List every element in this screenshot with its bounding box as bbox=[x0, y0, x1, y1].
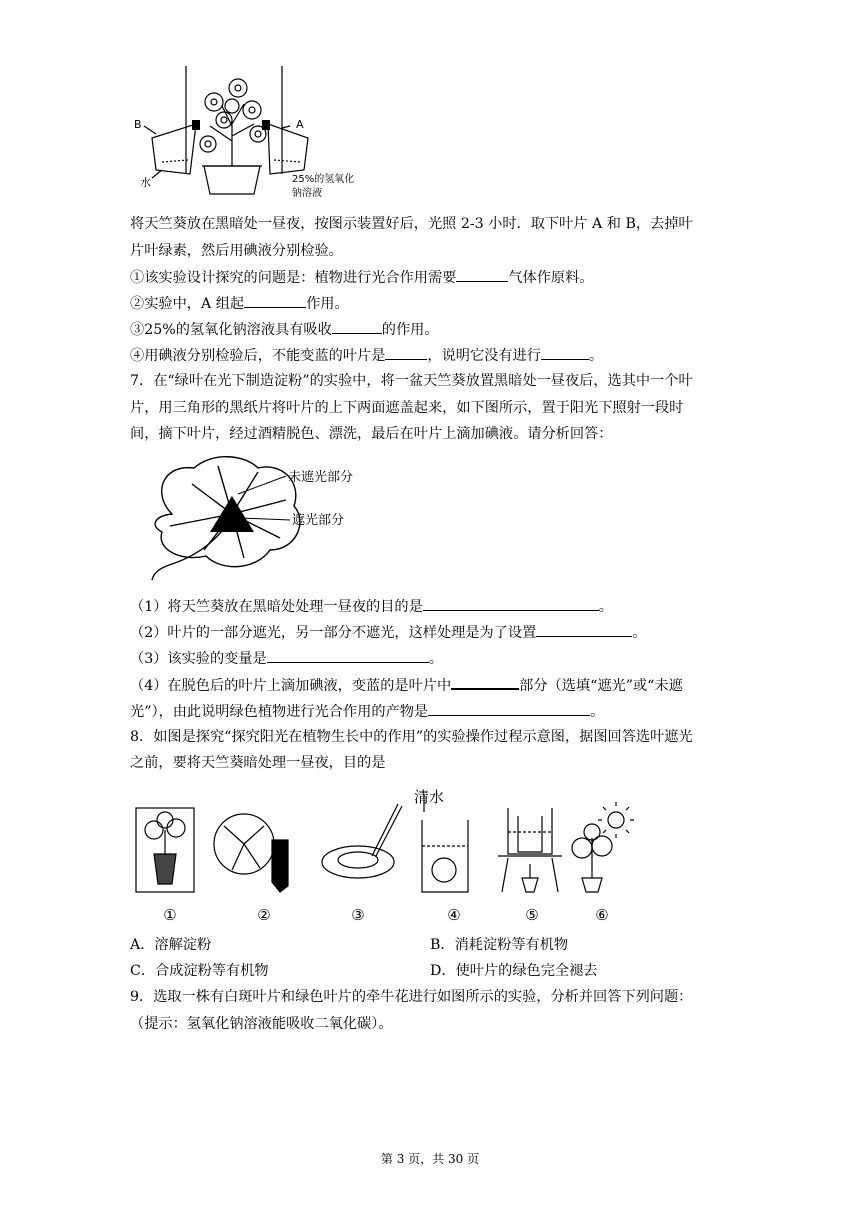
option-d[interactable]: D．使叶片的绿色完全褪去 bbox=[430, 963, 598, 979]
q9-intro-2: （提示：氢氧化钠溶液能吸收二氧化碳）。 bbox=[130, 1016, 393, 1032]
q7-part-1-text: （1）将天竺葵放在黑暗处处理一昼夜的目的是 bbox=[130, 599, 423, 615]
q7-part-2 bbox=[130, 622, 646, 643]
q6-item-4-text: ④用碘液分别检验后，不能变蓝的叶片是 bbox=[130, 348, 386, 364]
figure-apparatus bbox=[132, 66, 355, 202]
step-5-number: ⑤ bbox=[525, 906, 539, 924]
label-a: A bbox=[296, 118, 304, 131]
steps-drawing bbox=[132, 782, 642, 926]
q6-item-3-tail: 的作用。 bbox=[381, 322, 439, 338]
q7-part-1 bbox=[130, 596, 613, 617]
q6-item-2 bbox=[130, 293, 349, 314]
label-water: 水 bbox=[140, 176, 151, 189]
q7-part-4-cont-text: 光”），由此说明绿色植物进行光合作用的产物是 bbox=[130, 704, 429, 720]
step-3-number: ③ bbox=[351, 906, 365, 924]
label-naoh-1: 25%的氢氧化 bbox=[292, 174, 355, 185]
option-b[interactable]: B．消耗淀粉等有机物 bbox=[430, 937, 569, 953]
leaf-drawing bbox=[132, 454, 372, 584]
label-b: B bbox=[134, 118, 142, 131]
answer-blank[interactable] bbox=[332, 319, 382, 334]
q7-part-2-text: （2）叶片的一部分遮光，另一部分不遮光，这样处理是为了设置 bbox=[130, 625, 537, 641]
answer-blank[interactable] bbox=[244, 293, 306, 308]
step-6-number: ⑥ bbox=[595, 906, 609, 924]
answer-blank[interactable] bbox=[536, 622, 632, 637]
answer-blank[interactable] bbox=[456, 267, 508, 282]
q7-part-3 bbox=[130, 648, 443, 669]
q7-part-4-cont bbox=[130, 701, 604, 722]
q7-part-2-tail: 。 bbox=[632, 625, 647, 641]
step-2-number: ② bbox=[257, 906, 271, 924]
q6-item-3-text: ③25%的氢氧化钠溶液具有吸收 bbox=[130, 322, 332, 338]
q6-item-2-tail: 作用。 bbox=[306, 296, 349, 312]
q7-intro-2: 片，用三角形的黑纸片将叶片的上下两面遮盖起来，如下图所示，置于阳光下照射一段时 bbox=[130, 400, 684, 416]
figure-leaf bbox=[132, 454, 372, 584]
step-4-number: ④ bbox=[447, 906, 461, 924]
answer-blank[interactable] bbox=[451, 674, 519, 690]
q7-part-3-text: （3）该实验的变量是 bbox=[130, 651, 267, 667]
answer-blank[interactable] bbox=[385, 345, 427, 360]
q6-item-2-text: ②实验中，A 组起 bbox=[130, 296, 245, 312]
q6-intro-2: 片叶绿素，然后用碘液分别检验。 bbox=[130, 243, 343, 259]
q6-item-4-mid: ，说明它没有进行 bbox=[427, 348, 541, 364]
q6-intro-1: 将天竺葵放在黑暗处一昼夜，按图示装置好后，光照 2-3 小时．取下叶片 A 和 B，去掉叶 bbox=[130, 216, 693, 232]
q6-item-4 bbox=[130, 345, 603, 366]
q7-part-4-cont-tail: 。 bbox=[590, 704, 605, 720]
answer-blank[interactable] bbox=[267, 648, 429, 663]
step-1-number: ① bbox=[163, 906, 177, 924]
answer-blank[interactable] bbox=[428, 701, 590, 716]
q6-item-1 bbox=[130, 267, 593, 288]
q7-part-4-mid: 部分（选填“遮光”或“未遮 bbox=[519, 678, 683, 694]
answer-blank[interactable] bbox=[423, 596, 599, 611]
figure-steps bbox=[132, 782, 642, 926]
label-shaded: 遮光部分 bbox=[292, 513, 345, 528]
answer-blank[interactable] bbox=[541, 345, 589, 360]
page-footer: 第 3 页，共 30 页 bbox=[380, 1152, 480, 1166]
q6-item-1-text: ①该实验设计探究的问题是：植物进行光合作用需要 bbox=[130, 270, 457, 286]
label-unshaded: 未遮光部分 bbox=[288, 470, 354, 485]
q7-intro-3: 间，摘下叶片，经过酒精脱色、漂洗，最后在叶片上滴加碘液。请分析回答： bbox=[130, 426, 613, 442]
q7-part-1-tail: 。 bbox=[598, 599, 613, 615]
option-a[interactable]: A．溶解淀粉 bbox=[130, 937, 212, 953]
q6-item-1-tail: 气体作原料。 bbox=[508, 270, 594, 286]
q7-part-3-tail: 。 bbox=[428, 651, 443, 667]
apparatus-drawing bbox=[132, 66, 355, 202]
q8-intro-2: 之前，要将天竺葵暗处理一昼夜，目的是 bbox=[130, 755, 386, 771]
q9-intro-1: 9．选取一株有白斑叶片和绿色叶片的牵牛花进行如图所示的实验，分析并回答下列问题： bbox=[130, 989, 693, 1005]
q6-item-4-tail: 。 bbox=[588, 348, 604, 364]
option-c[interactable]: C．合成淀粉等有机物 bbox=[130, 963, 269, 979]
q7-part-4-text: （4）在脱色后的叶片上滴加碘液，变蓝的是叶片中 bbox=[130, 678, 452, 694]
q7-intro-1: 7．在“绿叶在光下制造淀粉”的实验中，将一盆天竺葵放置黑暗处一昼夜后，选其中一个叶 bbox=[130, 373, 693, 389]
q8-intro-1: 8．如图是探究“探究阳光在植物生长中的作用”的实验操作过程示意图，据图回答选叶遮光 bbox=[130, 729, 693, 745]
q6-item-3 bbox=[130, 319, 439, 340]
label-naoh-2: 钠溶液 bbox=[292, 188, 322, 199]
label-clear-water: 清水 bbox=[414, 788, 445, 806]
q7-part-4 bbox=[130, 674, 683, 696]
